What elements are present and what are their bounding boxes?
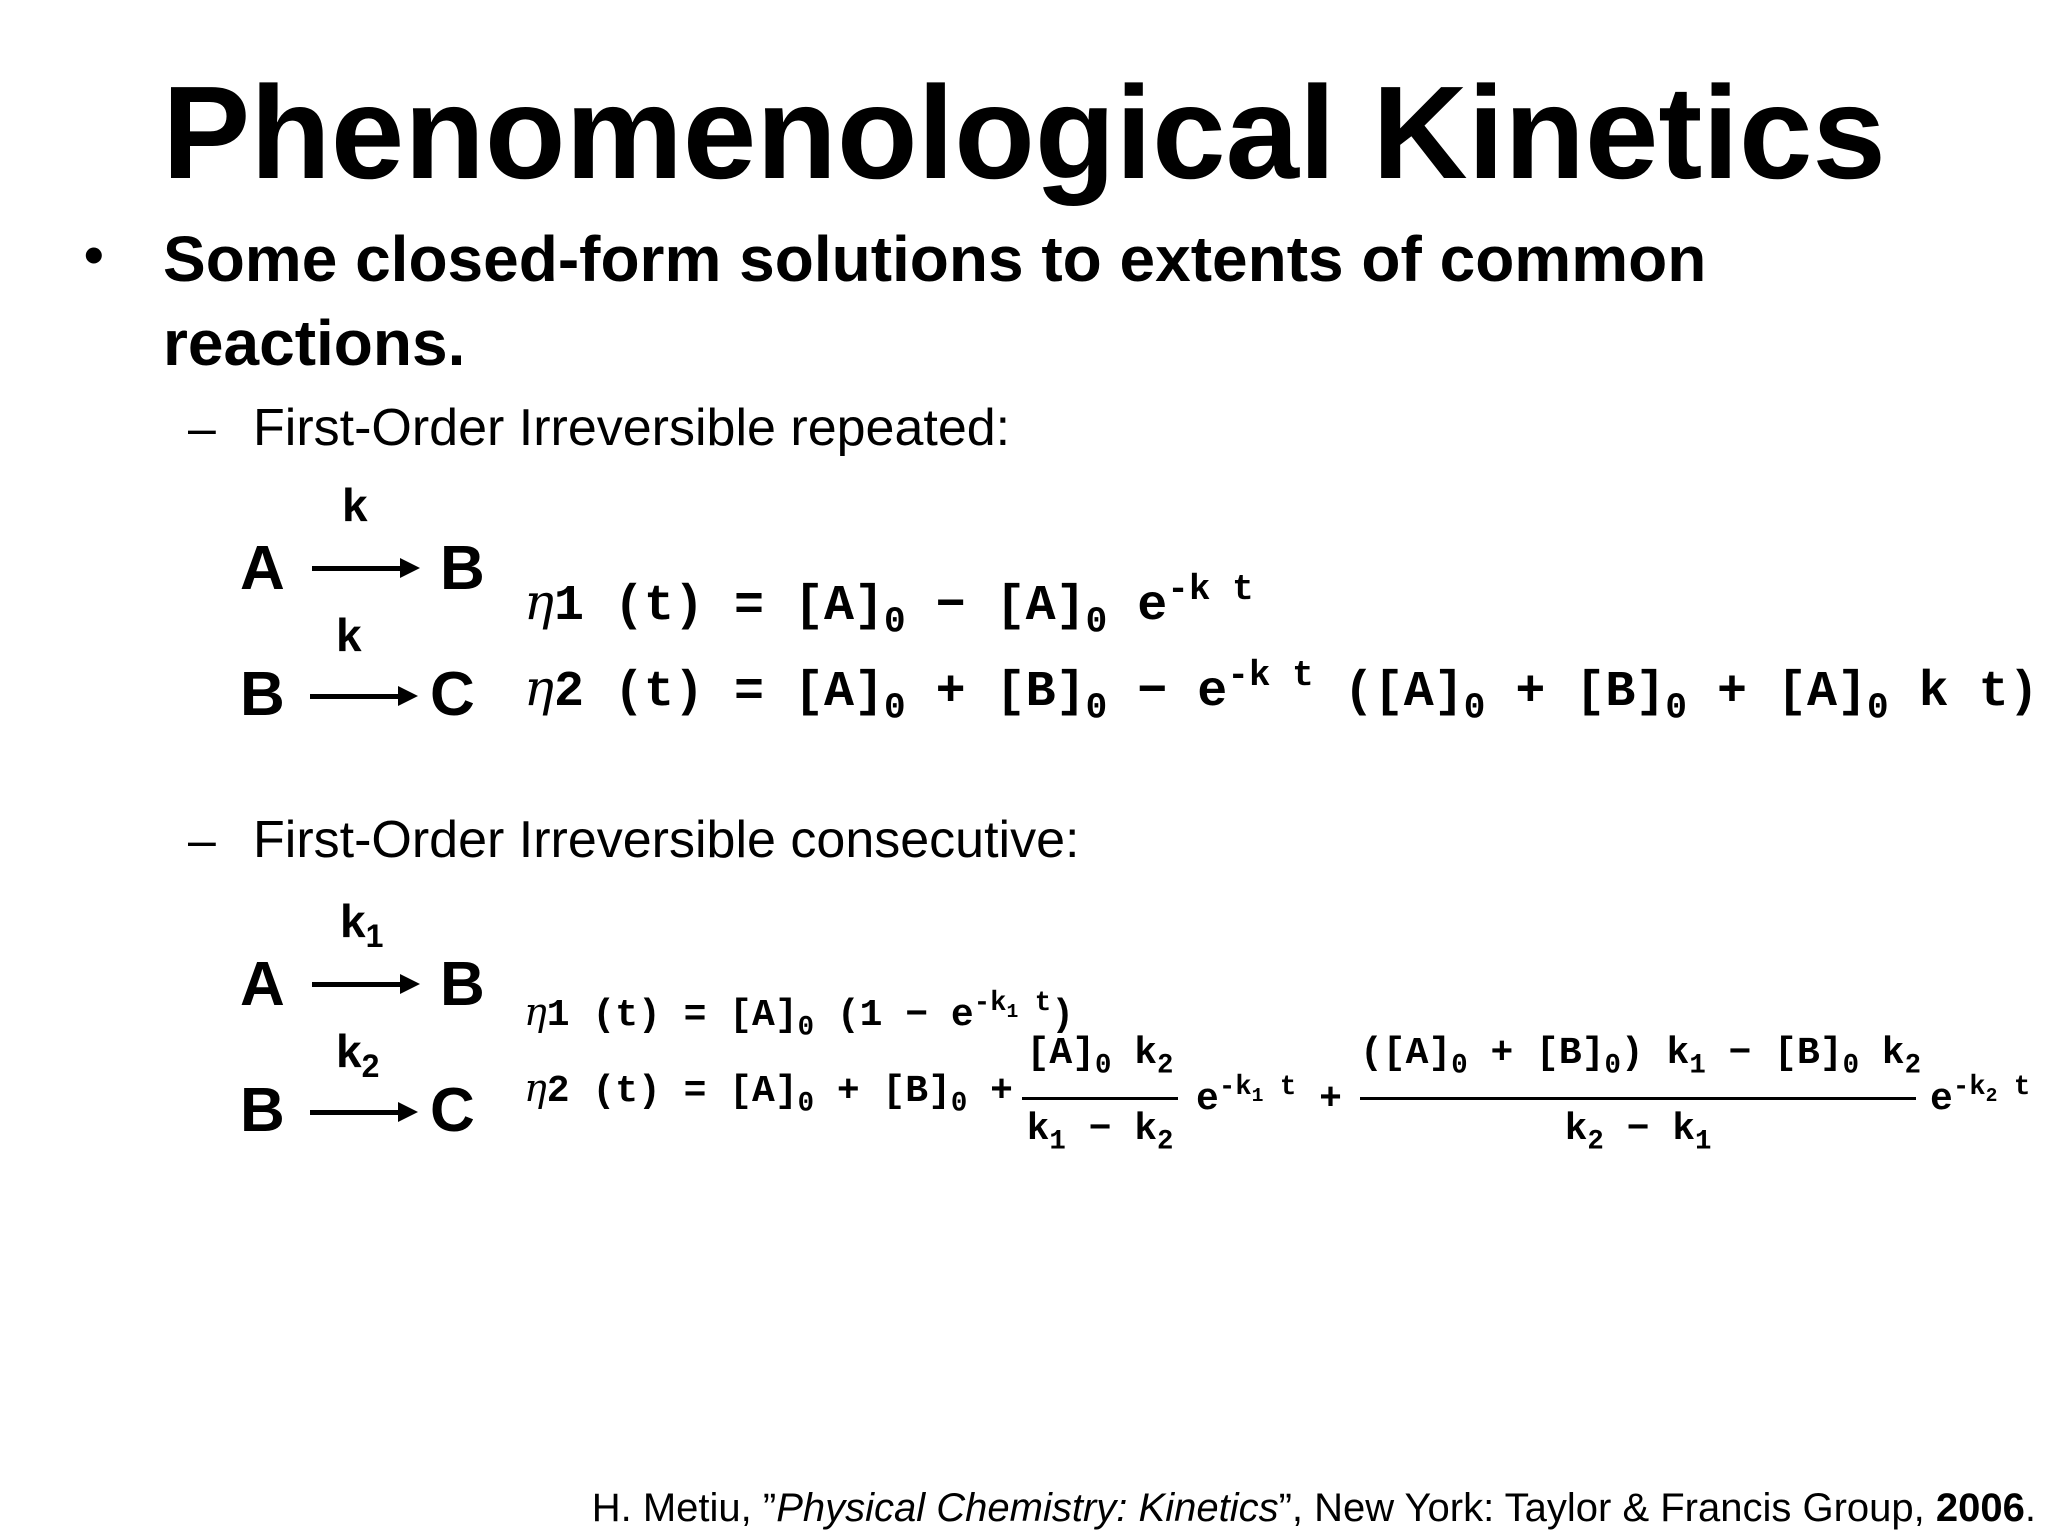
reactant-species: A — [240, 534, 285, 603]
sub-bullet-dash: – — [188, 812, 216, 868]
extent-equation-2-fraction-2: $([A]_0 + [B]_0) k_1 - [B]_0$ $k_2$ $k_2 - k_1$ — [1360, 1032, 1922, 1158]
product-species: B — [440, 950, 485, 1019]
extent-equation-1: η1 $(t) = [A]_0$ $(1 - e^{-k_1 t})$ — [524, 988, 1075, 1044]
bullet-text: Some closed-form solutions to extents of common reactions. — [163, 223, 1707, 379]
product-species: C — [430, 660, 475, 729]
rate-constant-label: $k_1$ — [340, 895, 384, 954]
sub-bullet-dash: – — [188, 400, 216, 456]
reaction-arrow-icon — [310, 694, 408, 699]
reaction-arrow-icon — [310, 1110, 408, 1115]
extent-equation-2-lead: η2 $(t) = [A]_0 + [B]_0$ + — [524, 1066, 1013, 1120]
reactant-species: A — [240, 950, 285, 1019]
section-heading-consecutive: First-Order Irreversible consecutive: — [253, 811, 1080, 869]
rate-constant-label: k — [342, 479, 368, 531]
extent-equation-2-fraction-1: $[A]_0$ $k_2$ $k_1 - k_2$ — [1022, 1030, 1178, 1166]
reactant-species: B — [240, 660, 285, 729]
rate-constant-label: $k_2$ — [336, 1025, 380, 1084]
citation-reference: H. Metiu, ”Physical Chemistry: Kinetics”, New York: Taylor & Francis Group, 2006. — [591, 1486, 2036, 1530]
reaction-arrow-icon — [312, 566, 410, 571]
reactant-species: B — [240, 1076, 285, 1145]
reaction-arrow-icon — [312, 982, 410, 987]
rate-constant-label: k — [336, 609, 362, 661]
slide-title: Phenomenological Kinetics — [162, 59, 1886, 206]
section-heading-repeated: First-Order Irreversible repeated: — [253, 399, 1011, 457]
extent-equation-2: η2 $(t) = [A]_0 + [B]_0 - e^{-k t}$ ($[A]_0 + [B]_0 + [A]_0$ k t) — [524, 655, 2039, 729]
extent-equation-2-exp-1: $e^{-k_1 t}$ + — [1196, 1072, 1342, 1122]
extent-equation-1: η1 $(t) = [A]_0 - [A]_0$ $e^{-k t}$ — [524, 569, 1254, 643]
extent-equation-2-exp-2: $e^{-k_2 t}$ — [1930, 1072, 2031, 1122]
bullet-marker: • — [84, 223, 104, 286]
product-species: C — [430, 1076, 475, 1145]
product-species: B — [440, 534, 485, 603]
